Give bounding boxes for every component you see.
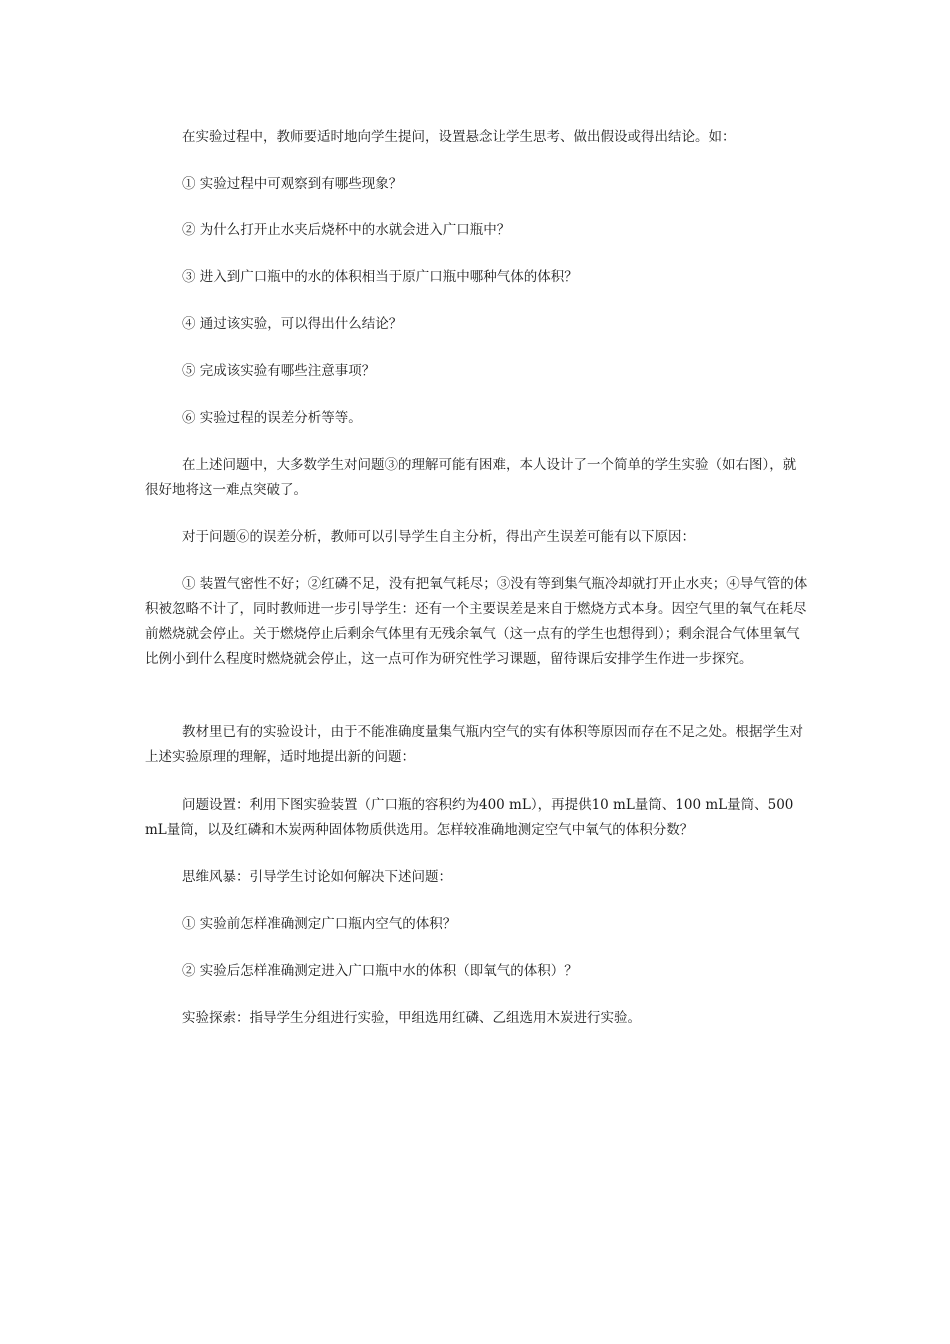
paragraph-error-causes: ① 装置气密性不好；②红磷不足，没有把氧气耗尽；③没有等到集气瓶冷却就打开止水夹；④导气管的体积被忽略不计了，同时教师进一步引导学生：还有一个主要误差是来自于燃烧方式本身。因空气里的氧气在耗尽前燃烧就会停止。关于燃烧停止后剩余气体里有无残余氧气（这一点有的学生也想得到）；剩余混合气体里氧气比例小到什么程度时燃烧就会停止，这一点可作为研究性学习课题，留待课后安排学生作进一步探究。 [145, 576, 808, 667]
brainstorm-question-2: ② 实验后怎样准确测定进入广口瓶中水的体积（即氧气的体积）？ [182, 963, 578, 979]
question-1: ① 实验过程中可观察到有哪些现象？ [182, 176, 403, 192]
question-4: ④ 通过该实验，可以得出什么结论？ [182, 316, 403, 332]
paragraph-textbook: 教材里已有的实验设计，由于不能准确度量集气瓶内空气的实有体积等原因而存在不足之处。根据学生对上述实验原理的理解，适时地提出新的问题： [145, 724, 803, 765]
question-6: ⑥ 实验过程的误差分析等等。 [182, 410, 362, 426]
paragraph-error-analysis: 对于问题⑥的误差分析，教师可以引导学生自主分析，得出产生误差可能有以下原因： [182, 529, 695, 545]
paragraph-intro: 在实验过程中，教师要适时地向学生提问，设置悬念让学生思考、做出假设或得出结论。如： [182, 129, 736, 145]
paragraph-difficulty: 在上述问题中，大多数学生对问题③的理解可能有困难，本人设计了一个简单的学生实验（如右图），就很好地将这一难点突破了。 [145, 457, 797, 498]
paragraph-brainstorm: 思维风暴：引导学生讨论如何解决下述问题： [182, 869, 452, 885]
brainstorm-question-1: ① 实验前怎样准确测定广口瓶内空气的体积？ [182, 916, 457, 932]
question-3: ③ 进入到广口瓶中的水的体积相当于原广口瓶中哪种气体的体积？ [182, 269, 578, 285]
question-2: ② 为什么打开止水夹后烧杯中的水就会进入广口瓶中？ [182, 222, 511, 238]
paragraph-exploration: 实验探索：指导学生分组进行实验，甲组选用红磷、乙组选用木炭进行实验。 [182, 1010, 641, 1026]
paragraph-problem-setup: 问题设置：利用下图实验装置（广口瓶的容积约为400 mL），再提供10 mL量筒、100 mL量筒、500 mL量筒，以及红磷和木炭两种固体物质供选用。怎样较准确地测定空气中氧气的体积分数？ [145, 797, 794, 838]
question-5: ⑤ 完成该实验有哪些注意事项？ [182, 363, 376, 379]
